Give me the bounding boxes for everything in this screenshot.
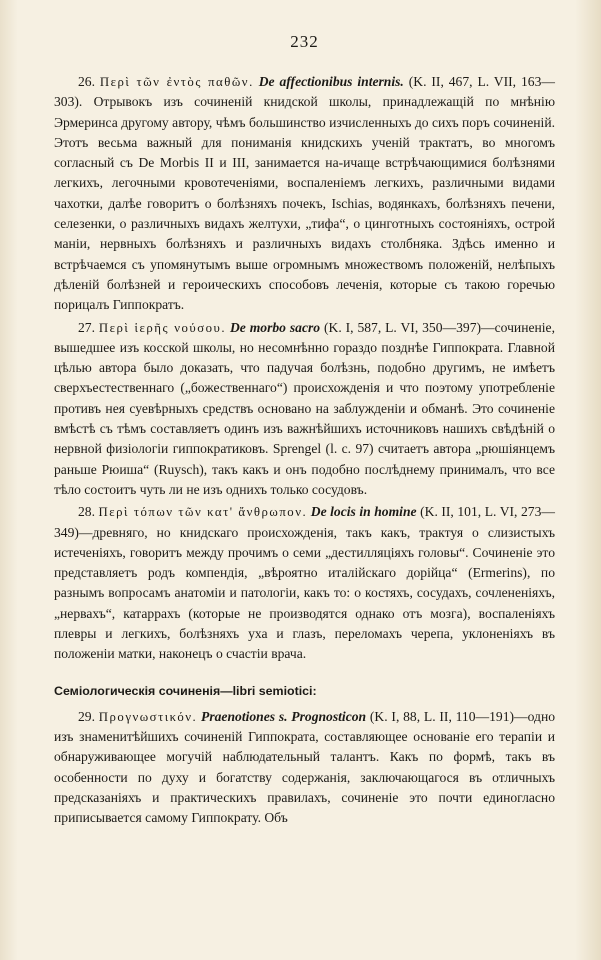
- paragraph-27-greek-title: Περὶ ἱερῆς νούσου.: [98, 320, 227, 335]
- paragraph-26-number: 26.: [78, 74, 95, 89]
- paragraph-26-latin-title: De affectionibus internis.: [258, 74, 404, 89]
- paragraph-27-latin-title: De morbo sacro: [229, 319, 321, 335]
- paragraph-26-greek-title: Περὶ τῶν ἐντὸς παθῶν.: [99, 75, 254, 89]
- paragraph-28-text: (K. II, 101, L. VI, 273—349)—древняго, но книдскаго происхожденія, такъ какъ, трактуя о слизистыхъ истеченіяхъ, говоритъ между прочимъ о семи „дестилляціяхъ головы“. Сочиненіе это представляетъ родъ компендія, „вѣроятно италійскаго дорійца“ (Ermerins), по разнымъ вопросамъ анатоміи и патологіи, какъ то: о костяхъ, сосудахъ, сочлененіяхъ, „нервахъ“, катаррахъ (которые не производятся однако отъ мозга), воспаленіяхъ плевры и легкихъ, болѣзняхъ уха и глазъ, переломахъ черепа, уклоненіяхъ въ положеніи матки, наконецъ о счастіи врача.: [54, 504, 555, 662]
- page-number: 232: [290, 32, 319, 51]
- paragraph-28: [54, 502, 555, 664]
- paragraph-29-text: (K. I, 88, L. II, 110—191)—одно изъ знаменитѣйшихъ сочиненій Гиппократа, составляющее основаніе его терапіи и обнаруживающее могучій наблюдательный талантъ. Какъ по формѣ, такъ въ особенности по духу и богатству содержанія, заключающагося въ отличныхъ предсказаніяхъ и практическихъ правилахъ, сочиненіе это почти единогласно приписывается самому Гиппократу. Объ: [54, 708, 556, 826]
- paragraph-26: [54, 72, 555, 316]
- paragraph-28-latin-title: De locis in homine: [310, 504, 417, 520]
- paragraph-27: [54, 318, 555, 501]
- paragraph-29-number: 29.: [78, 708, 95, 724]
- paragraph-28-number: 28.: [78, 504, 95, 520]
- paragraph-26-text: (K. II, 467, L. VII, 163—303). Отрывокъ изъ сочиненій книдской школы, принадлежащій по мнѣнію Эрмеринса другому автору, чѣмъ большинство изчисленныхъ до сихъ поръ сочиненій. Этотъ весьма важный для пониманія книдскихъ ученій трактатъ, во многомъ согласный съ De Morbis II и III, занимается на-ичаще встрѣчающимися болѣзнями легкихъ, легочными кровотеченіями, воспаленіемъ легкихъ, различными видами чахотки, далѣе говоритъ о болѣзняхъ почекъ, Ischias, водянкахъ, болѣзняхъ печени, селезенки, о различныхъ видахъ желтухи, „тифа“, о цинготныхъ состояніяхъ, острой маніи, нервныхъ болѣзняхъ и различныхъ видахъ столбняка. Здѣсь именно и встрѣчаемся съ упомянутымъ выше огромнымъ множествомъ положеній, нелѣпыхъ дѣленій болѣзней и героическихъ способовъ леченія, которые съ такою горечью порицалъ Гиппократъ.: [54, 74, 555, 313]
- paragraph-27-number: 27.: [78, 319, 95, 335]
- paragraph-28-greek-title: Περὶ τόπων τῶν κατ' ἄνθρωπον.: [98, 505, 308, 520]
- paragraph-27-text: (K. I, 587, L. VI, 350—397)—сочиненіе, вышедшее изъ косской школы, но несомнѣнно гораздо позднѣе Гиппократа. Главной цѣлью автора было доказать, что падучая болѣзнь, подобно другимъ, не имѣетъ сверхъестественнаго („божественнаго“) происхожденія и что поэтому употребленіе противъ нея суевѣрныхъ средствъ основано на заблужденіи и обманѣ. Это сочиненіе вмѣстѣ съ тѣмъ составляетъ одинъ изъ важнѣйшихъ источниковъ нашихъ свѣдѣній о нервной физіологіи гиппократиковъ. Sprengel (l. c. 97) считаетъ автора „рюшіянцемъ раньше Рюиша“ (Ruysch), такъ какъ и онъ подобно послѣднему принималъ, что все тѣло состоитъ чуть ли не изъ однихъ только сосудовъ.: [54, 319, 555, 497]
- paragraph-29: [54, 707, 555, 829]
- section-heading-semiotic: Семіологическія сочиненія—libri semiotici:: [54, 683, 317, 698]
- paragraph-29-latin-title: Praenotiones s. Prognosticon: [201, 708, 367, 724]
- paragraph-29-greek-title: Προγνωστικόν.: [98, 709, 198, 724]
